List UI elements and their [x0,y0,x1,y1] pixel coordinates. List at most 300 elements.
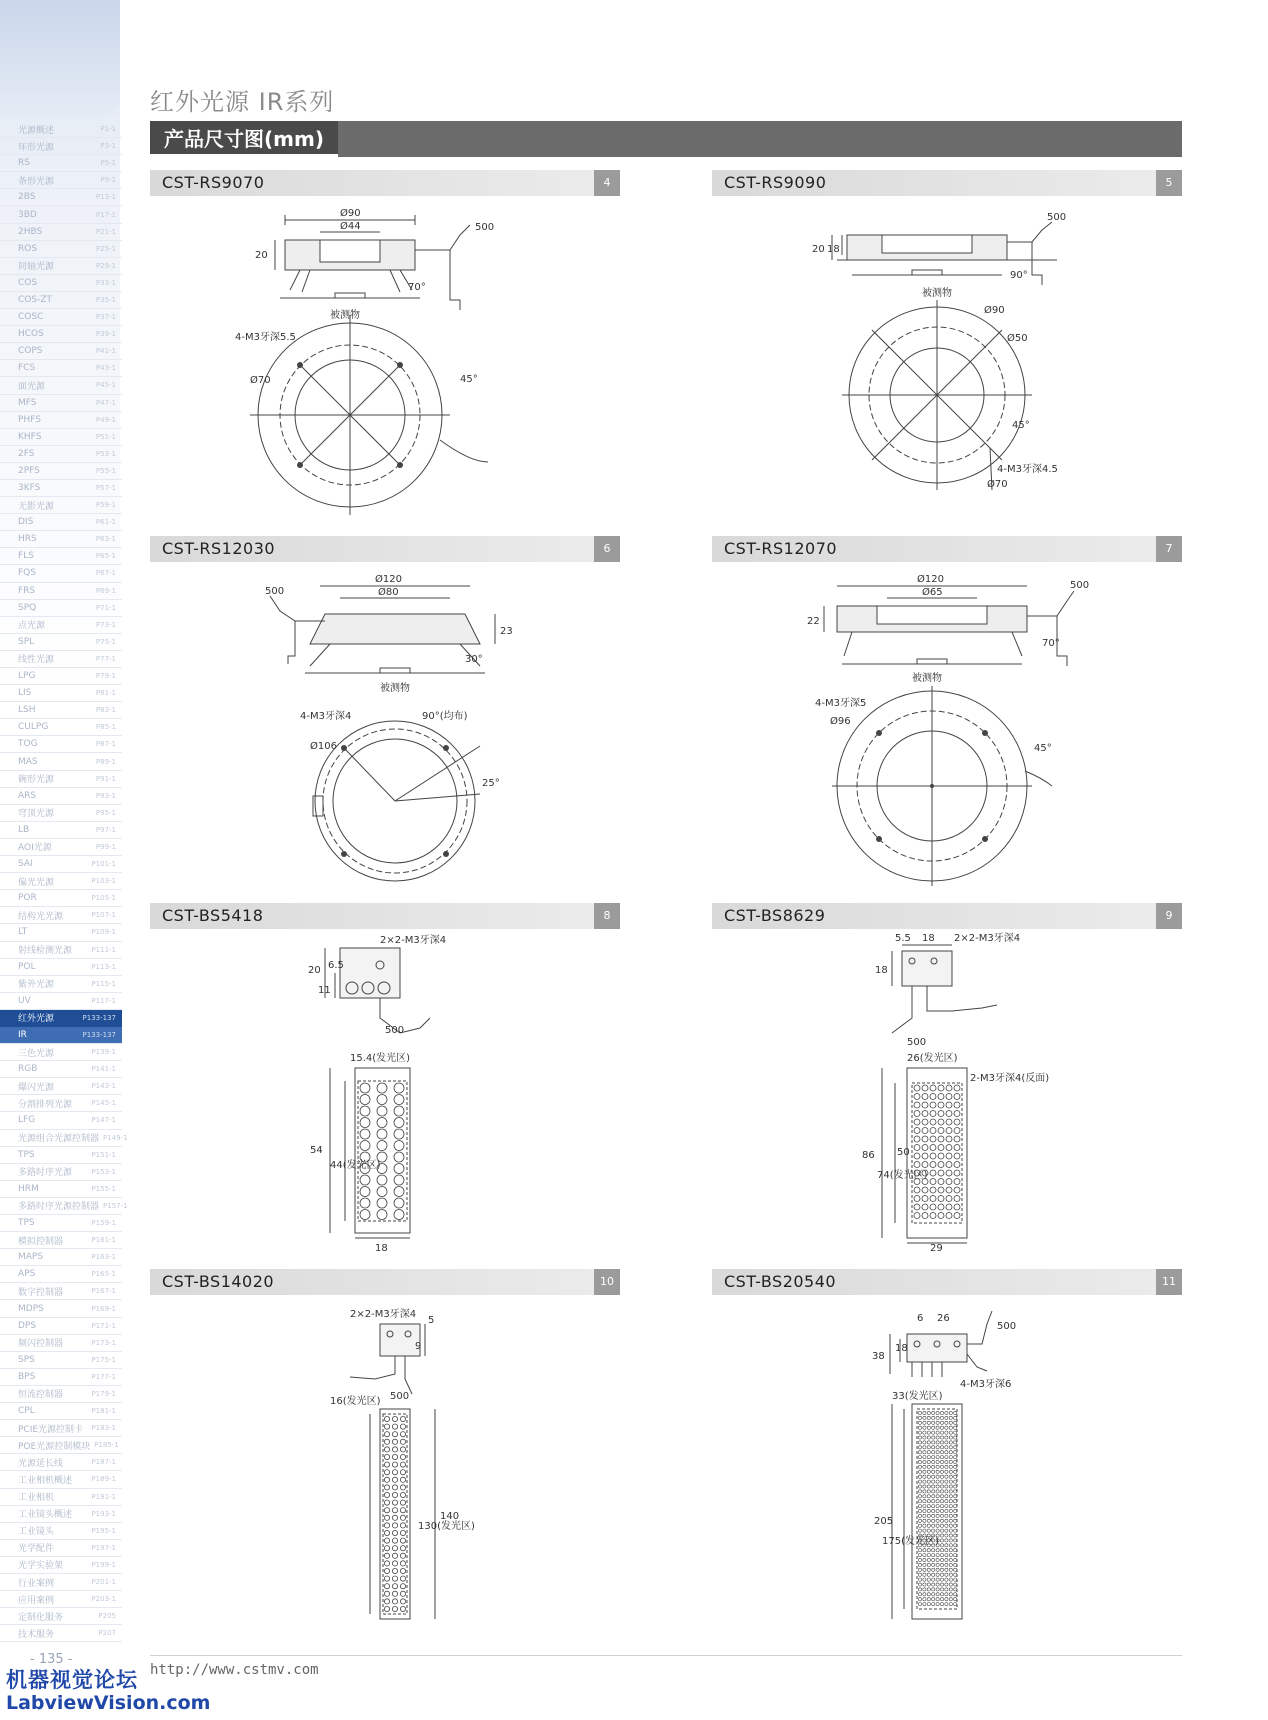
led-dot [360,1187,370,1197]
sidebar-item[interactable] [0,1420,122,1437]
sidebar-item-page: P157-1 [103,1201,128,1210]
led-dot [392,1424,397,1429]
sidebar-item[interactable] [0,856,122,873]
sidebar-item[interactable] [0,121,122,138]
led-dot [400,1515,405,1520]
led-dot [918,1441,921,1444]
led-dot [923,1456,926,1459]
led-dot [384,1492,389,1497]
led-dot [400,1508,405,1513]
led-dot [945,1505,948,1508]
led-dot [923,1436,926,1439]
sidebar-item-label: TPS [18,1149,35,1160]
led-dot [949,1598,952,1601]
led-dot [932,1509,935,1512]
led-dot [938,1085,944,1091]
sidebar-item[interactable] [0,480,122,497]
led-dot [923,1490,926,1493]
sidebar-item[interactable] [0,890,122,907]
label-width: 18 [375,1243,388,1254]
product-name: CST-BS20540 [724,1272,837,1291]
sidebar-item[interactable] [0,343,122,360]
led-dot [936,1426,939,1429]
led-dot [938,1111,944,1117]
sidebar-item-label: COSC [18,312,44,323]
led-dot [938,1102,944,1108]
sidebar-item[interactable] [0,583,122,600]
led-dot [927,1524,930,1527]
sidebar-item-page: P9-1 [100,176,116,185]
sidebar-item[interactable] [0,189,122,206]
led-dot [927,1465,930,1468]
led-dot [392,1454,397,1459]
sidebar-item[interactable] [0,924,122,941]
led-dot [923,1583,926,1586]
led-dot [954,1446,957,1449]
sidebar-item[interactable] [0,1061,122,1078]
sidebar-item[interactable] [0,1283,122,1300]
sidebar-item[interactable] [0,1249,122,1266]
led-dot [945,1451,948,1454]
sidebar-item[interactable] [0,805,122,822]
sidebar-item[interactable] [0,326,122,343]
led-dot [384,1416,389,1421]
led-dot [949,1460,952,1463]
sidebar-item[interactable] [0,360,122,377]
label-cable: 500 [475,222,495,233]
led-dot [949,1426,952,1429]
sidebar-item[interactable] [0,1198,128,1215]
sidebar-item[interactable] [0,719,122,736]
sidebar-item[interactable] [0,1300,122,1317]
sidebar-item[interactable] [0,514,122,531]
sidebar-item[interactable] [0,548,122,565]
sidebar-item-page: P49-1 [95,415,116,424]
sidebar-item[interactable] [0,309,122,326]
led-dot [946,1213,952,1219]
led-dot [930,1085,936,1091]
led-dot [949,1465,952,1468]
led-dot [945,1446,948,1449]
sidebar-item[interactable] [0,1437,122,1454]
sidebar-item-page: P149-1 [103,1133,128,1142]
led-dot [400,1416,405,1421]
sidebar-item[interactable] [0,138,122,155]
led-dot [400,1538,405,1543]
sidebar-item[interactable] [0,275,122,292]
led-dot [940,1603,943,1606]
led-dot [927,1573,930,1576]
sidebar-item[interactable] [0,873,122,890]
led-dot [938,1204,944,1210]
sidebar-item-label: COS [18,277,38,288]
led-dot [392,1606,397,1611]
sidebar-item[interactable] [0,651,122,668]
sidebar-item[interactable] [0,600,122,617]
sidebar-item[interactable] [0,1489,122,1506]
led-dot [914,1102,920,1108]
led-dot [927,1421,930,1424]
sidebar-item-label: 工业镜头概述 [18,1510,73,1521]
led-dot [918,1500,921,1503]
product-panel-rs12070 [712,536,1182,886]
led-dot [360,1118,370,1128]
label-emit-l: 74(发光区) [877,1170,928,1181]
sidebar-item[interactable] [0,1574,122,1591]
sidebar-item-page: P197-1 [91,1543,116,1552]
sidebar-item[interactable] [0,412,122,429]
panel-header [712,536,1182,562]
led-dot [945,1509,948,1512]
led-dot [936,1500,939,1503]
led-dot [936,1475,939,1478]
led-dot [918,1519,921,1522]
sidebar-item-page: P173-1 [91,1338,116,1347]
led-dot [918,1490,921,1493]
forum-name: 机器视觉论坛 [6,1668,138,1692]
section-bar [150,121,1182,157]
sidebar-list [0,121,128,1642]
product-name: CST-RS12070 [724,539,838,558]
led-dot [922,1204,928,1210]
sidebar-item[interactable] [0,1215,122,1232]
drawing-svg [150,933,620,1253]
led-dot [949,1490,952,1493]
sidebar-item[interactable] [0,1164,122,1181]
led-dot [954,1426,957,1429]
sidebar-item[interactable] [0,1454,122,1471]
led-dot [923,1475,926,1478]
led-dot [377,1210,387,1220]
sidebar-item-label: 应用案例 [18,1595,55,1606]
sidebar-item-label: 多路时序光源控制器 [18,1202,100,1213]
sidebar-item[interactable] [0,377,122,394]
led-dot [927,1558,930,1561]
label-spacing: 90°(均布) [422,711,468,722]
led-dot [923,1431,926,1434]
led-dot [945,1441,948,1444]
sidebar-item[interactable] [0,1369,122,1386]
sidebar-item-page: P181-1 [91,1407,116,1416]
footer-url[interactable]: http://www.cstmv.com [150,1662,319,1678]
led-dot [400,1523,405,1528]
led-dot [394,1198,404,1208]
led-dot [384,1538,389,1543]
sidebar-item-label: 2PFS [18,465,40,476]
sidebar-item[interactable] [0,1335,122,1352]
led-dot [938,1153,944,1159]
led-dot [954,1451,957,1454]
sidebar-item-page: P161-1 [91,1236,116,1245]
sidebar-item-page: P105-1 [91,894,116,903]
product-name: CST-RS12030 [162,539,276,558]
led-dot [377,1118,387,1128]
led-dot [930,1136,936,1142]
led-dot [936,1588,939,1591]
led-dot [945,1480,948,1483]
label-h9: 9 [415,1341,422,1352]
sidebar-item[interactable] [0,241,122,258]
led-dot [927,1578,930,1581]
led-dot [360,1083,370,1093]
led-dot [949,1588,952,1591]
sidebar-item[interactable] [0,1608,122,1625]
led-dot [936,1460,939,1463]
label-holes-back: 2-M3牙深4(反面) [970,1073,1050,1084]
led-dot [400,1546,405,1551]
led-dot [914,1145,920,1151]
sidebar-item[interactable] [0,1232,122,1249]
led-dot [954,1490,957,1493]
led-dot [945,1593,948,1596]
sidebar-item-label: FRS [18,585,36,596]
sidebar-item[interactable] [0,771,122,788]
sidebar-item[interactable] [0,942,122,959]
led-dot [932,1578,935,1581]
led-dot [954,1170,960,1176]
label-holes: 4-M3牙深5.5 [235,332,296,343]
led-dot [954,1085,960,1091]
sidebar-item-page: P139-1 [91,1048,116,1057]
led-dot [940,1456,943,1459]
led-dot [946,1179,952,1185]
sidebar-item[interactable] [0,788,122,805]
led-dot [923,1485,926,1488]
sidebar-item-page: P159-1 [91,1219,116,1228]
led-dot [927,1549,930,1552]
sidebar-item[interactable] [0,617,122,634]
sidebar-item-label: 点光源 [18,621,46,632]
led-dot [927,1460,930,1463]
label-hole-angle: 45° [1034,743,1052,754]
led-dot [400,1485,405,1490]
sidebar-item[interactable] [0,463,122,480]
sidebar-item[interactable] [0,395,122,412]
sidebar-item[interactable] [0,907,122,924]
sidebar-item-label: SAI [18,859,33,870]
sidebar-item-page: P117-1 [91,996,116,1005]
led-dot [384,1508,389,1513]
sidebar-item[interactable] [0,429,122,446]
led-dot [927,1441,930,1444]
led-dot [949,1568,952,1571]
label-cable: 500 [1047,212,1067,223]
sidebar-item[interactable] [0,224,122,241]
led-dot [392,1553,397,1558]
led-dot [949,1421,952,1424]
sidebar-item[interactable] [0,1403,122,1420]
sidebar-item[interactable] [0,206,122,223]
led-dot [392,1447,397,1452]
led-dot [922,1136,928,1142]
led-dot [927,1490,930,1493]
led-dot [922,1128,928,1134]
sidebar-item[interactable] [0,753,122,770]
led-dot [946,1085,952,1091]
led-dot [940,1426,943,1429]
sidebar-item[interactable] [0,446,122,463]
led-dot [945,1514,948,1517]
sidebar-item[interactable] [0,822,122,839]
led-dot [940,1588,943,1591]
led-dot [918,1436,921,1439]
sidebar-item-page: P67-1 [95,569,116,578]
led-dot [954,1470,957,1473]
led-dot [923,1558,926,1561]
sidebar-item[interactable] [0,1352,122,1369]
led-dot [932,1411,935,1414]
sidebar-item[interactable] [0,497,122,514]
sidebar-item[interactable] [0,565,122,582]
sidebar-item-label: 结构光光源 [18,911,64,922]
led-dot [392,1462,397,1467]
led-dot [923,1460,926,1463]
sidebar-item[interactable] [0,1557,122,1574]
led-dot [922,1196,928,1202]
label-length: 54 [310,1145,323,1156]
label-holes: 4-M3牙深4 [300,711,352,722]
led-dot [918,1470,921,1473]
led-dot [945,1470,948,1473]
sidebar-item[interactable] [0,258,122,275]
sidebar-item-page: P99-1 [95,842,116,851]
led-dot [945,1598,948,1601]
sidebar-item-page: P167-1 [91,1287,116,1296]
led-dot [932,1598,935,1601]
sidebar-item-page: P69-1 [95,586,116,595]
sidebar-item[interactable] [0,1010,122,1027]
sidebar-item-page: P75-1 [95,637,116,646]
sidebar-item-page: P111-1 [91,945,116,954]
sidebar-item[interactable] [0,1266,122,1283]
sidebar-item-label: 分割排列光源 [18,1099,73,1110]
led-dot [949,1578,952,1581]
sidebar-item[interactable] [0,1147,122,1164]
sidebar-item-page: P115-1 [91,979,116,988]
sidebar-item[interactable] [0,976,122,993]
label-h1: 20 [812,244,825,255]
led-dot [914,1187,920,1193]
label-w55: 5.5 [895,933,911,944]
sidebar-item-page: P81-1 [95,689,116,698]
sidebar-item[interactable] [0,1506,122,1523]
label-object: 被测物 [912,673,942,684]
sidebar-item[interactable] [0,1027,122,1044]
led-dot [949,1475,952,1478]
led-dot [940,1411,943,1414]
sidebar-item[interactable] [0,1540,122,1557]
led-dot [400,1576,405,1581]
led-dot [954,1588,957,1591]
led-dot [918,1549,921,1552]
sidebar-item[interactable] [0,685,122,702]
sidebar-item[interactable] [0,702,122,719]
sidebar-item-label: MFS [18,397,37,408]
sidebar-item[interactable] [0,155,122,172]
sidebar-item[interactable] [0,1386,122,1403]
sidebar-item[interactable] [0,839,122,856]
sidebar-item-label: MAPS [18,1252,44,1263]
sidebar-item[interactable] [0,1625,122,1642]
led-dot [954,1102,960,1108]
led-dot [927,1480,930,1483]
sidebar-item[interactable] [0,172,122,189]
led-dot [936,1603,939,1606]
sidebar-item-label: 光学实验架 [18,1561,64,1572]
sidebar-item-label: 工业相机 [18,1493,55,1504]
led-dot [940,1598,943,1601]
sidebar-item[interactable] [0,292,122,309]
led-dot [930,1213,936,1219]
sidebar-item[interactable] [0,531,122,548]
led-dot [923,1573,926,1576]
sidebar-item[interactable] [0,634,122,651]
led-dot [922,1085,928,1091]
sidebar-item-page: P199-1 [91,1560,116,1569]
sidebar-item[interactable] [0,1130,128,1147]
led-dot [922,1145,928,1151]
sidebar-item-label: 3BD [18,209,37,220]
led-dot [945,1524,948,1527]
drawing-svg [712,1299,1182,1619]
led-dot [392,1508,397,1513]
led-dot [914,1085,920,1091]
sidebar-item[interactable] [0,1044,122,1061]
sidebar-item[interactable] [0,1112,122,1129]
sidebar-item[interactable] [0,1591,122,1608]
led-dot [923,1554,926,1557]
led-dot [954,1179,960,1185]
led-dot [954,1495,957,1498]
sidebar-item-page: P205 [98,1612,116,1621]
sidebar-item[interactable] [0,1471,122,1488]
led-dot [927,1456,930,1459]
led-dot [927,1485,930,1488]
led-dot [938,1128,944,1134]
led-dot [927,1500,930,1503]
sidebar-item[interactable] [0,1181,122,1198]
led-dot [945,1411,948,1414]
led-dot [394,1164,404,1174]
label-hole-angle: 45° [1012,420,1030,431]
sidebar-item[interactable] [0,993,122,1010]
sidebar-item[interactable] [0,668,122,685]
sidebar-item-label: 频闪控制器 [18,1339,64,1350]
led-dot [936,1583,939,1586]
sidebar-item[interactable] [0,959,122,976]
led-dot [392,1530,397,1535]
led-dot [949,1544,952,1547]
label-height: 23 [500,626,513,637]
sidebar-item[interactable] [0,1523,122,1540]
sidebar-item[interactable] [0,1318,122,1335]
led-dot [949,1554,952,1557]
led-dot [923,1529,926,1532]
led-dot [954,1554,957,1557]
sidebar-item[interactable] [0,1078,122,1095]
led-dot [936,1465,939,1468]
led-dot [923,1578,926,1581]
led-dot [932,1563,935,1566]
led-dot [949,1573,952,1576]
led-dot [918,1588,921,1591]
led-dot [932,1524,935,1527]
led-dot [400,1584,405,1589]
led-dot [914,1136,920,1142]
led-dot [949,1558,952,1561]
sidebar-item[interactable] [0,736,122,753]
sidebar-item[interactable] [0,1095,122,1112]
